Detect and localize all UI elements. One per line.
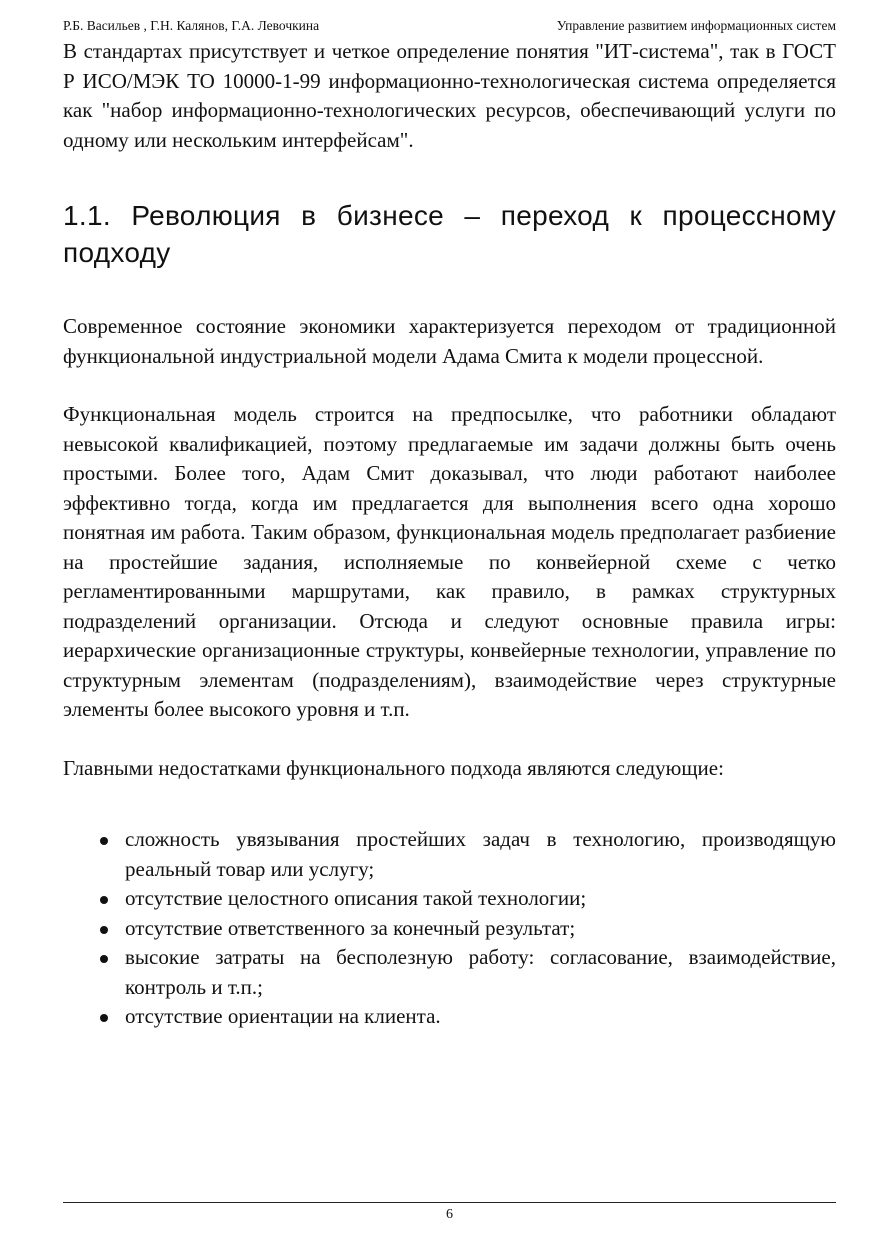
list-item bbox=[125, 884, 836, 914]
bullet-icon bbox=[100, 926, 108, 934]
header-authors: Р.Б. Васильев , Г.Н. Калянов, Г.А. Левочкина bbox=[63, 18, 320, 33]
page-body bbox=[63, 37, 836, 1032]
list-item bbox=[125, 825, 836, 884]
bullet-icon bbox=[100, 955, 108, 963]
drawbacks-list bbox=[63, 825, 836, 1032]
list-item-text: отсутствие ответственного за конечный результат; bbox=[125, 915, 576, 940]
bullet-icon bbox=[100, 1014, 108, 1022]
list-item-text: отсутствие целостного описания такой технологии; bbox=[125, 886, 587, 910]
intro-paragraph: В стандартах присутствует и четкое определение понятия "ИТ-система", так в ГОСТ Р ИСО/МЭК ТО 10000-1-99 информационно-технологическая система определяется как "набор информационно-технологических ресурсов, обеспечивающий услуги по одному или нескольким интерфейсам". bbox=[63, 39, 836, 152]
section-heading: 1.1. Революция в бизнесе – переход к процессному подходу bbox=[63, 200, 836, 268]
header-book-title: Управление развитием информационных систем bbox=[556, 18, 836, 33]
bullet-icon bbox=[100, 896, 108, 904]
list-item bbox=[125, 1002, 836, 1032]
paragraph: Современное состояние экономики характеризуется переходом от традиционной функциональной индустриальной модели Адама Смита к модели процессной. bbox=[63, 314, 836, 368]
page-number: 6 bbox=[446, 1207, 453, 1222]
running-header bbox=[63, 16, 836, 36]
paragraph: Главными недостатками функционального подхода являются следующие: bbox=[63, 755, 724, 780]
list-item-text: отсутствие ориентации на клиента. bbox=[125, 1004, 441, 1028]
list-item-text: сложность увязывания простейших задач в технологию, производящую реальный товар или услугу; bbox=[125, 827, 836, 881]
paragraph: Функциональная модель строится на предпосылке, что работники обладают невысокой квалификацией, поэтому предлагаемые им задачи должны быть очень простыми. Более того, Адам Смит доказывал, что люди работают наиболее эффективно тогда, когда им предлагается для выполнения всего одна хорошо понятная им работа. Таким образом, функциональная модель предполагает разбиение на простейшие задания, исполняемые по конвейерной схеме с четко регламентированными маршрутами, как правило, в рамках структурных подразделений организации. Отсюда и следуют основные правила игры: иерархические организационные структуры, конвейерные технологии, управление по структурным элементам (подразделениям), взаимодействие через структурные элементы более высокого уровня и т.п. bbox=[63, 402, 836, 721]
list-item-text: высокие затраты на бесполезную работу: согласование, взаимодействие, контроль и т.п.; bbox=[125, 945, 836, 999]
bullet-icon bbox=[100, 837, 108, 845]
list-item bbox=[125, 943, 836, 1002]
list-item bbox=[125, 914, 836, 944]
footer-divider bbox=[63, 1202, 836, 1203]
